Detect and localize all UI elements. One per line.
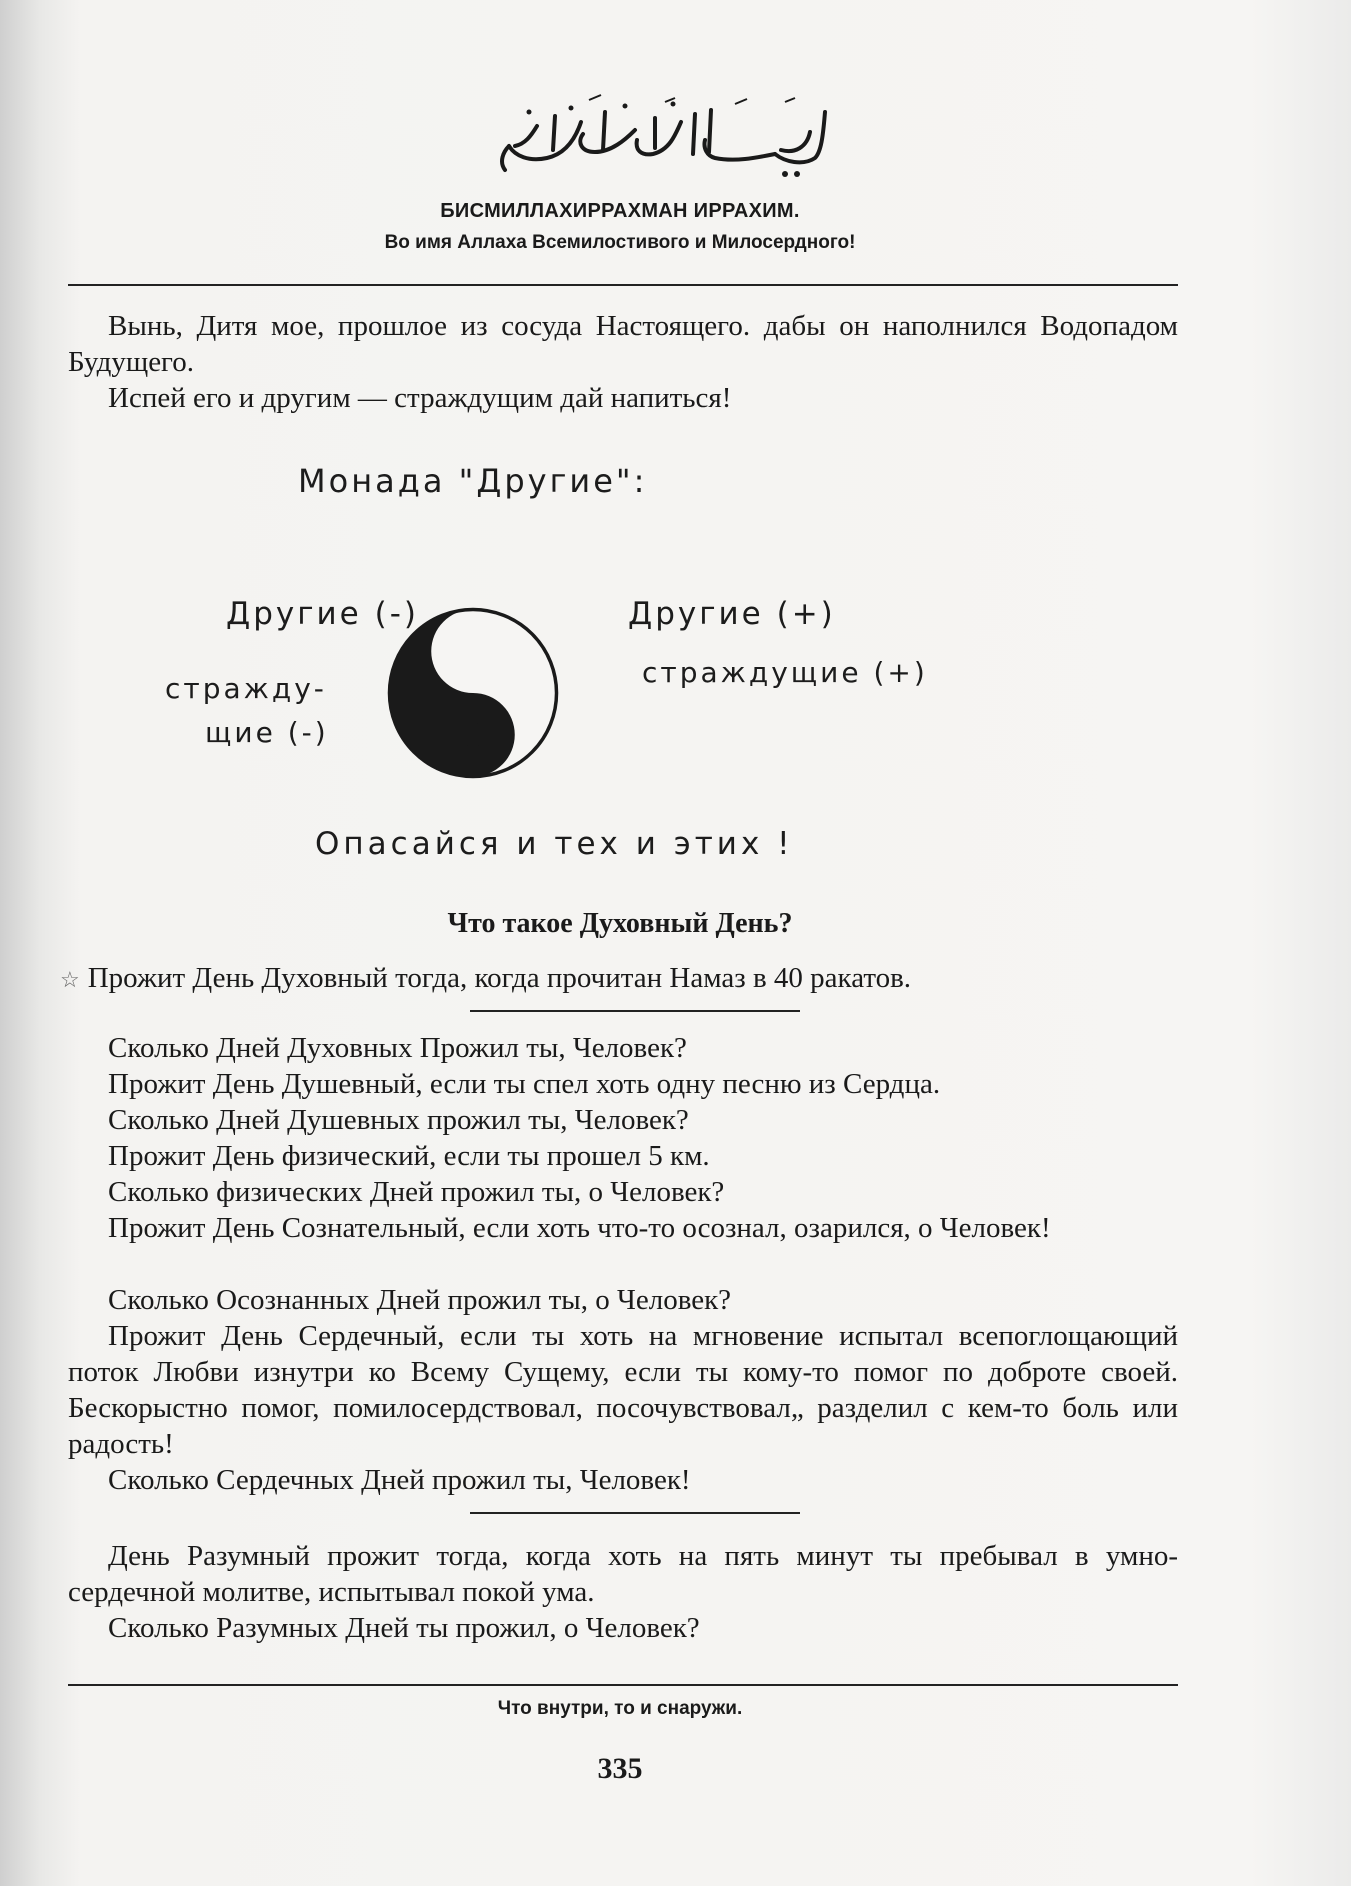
footer-motto: Что внутри, то и снаружи. [497, 1698, 743, 1719]
section-line: Прожит День физический, если ты прошел 5 км. [108, 1140, 710, 1172]
diagram-right-label: Другие (+) [628, 596, 836, 632]
section-line: Сколько физических Дней прожил ты, о Человек? [108, 1176, 725, 1208]
section-line: Сколько Дней Духовных Прожил ты, Человек? [108, 1032, 687, 1064]
diagram-title: Монада "Другие": [298, 462, 648, 500]
intro-paragraph-1: Вынь, Дитя мое, прошлое из сосуда Настоящего. дабы он наполнился Водопадом Будущего. [68, 310, 1178, 378]
star-icon: ☆ [60, 967, 80, 992]
page-number: 335 [597, 1752, 643, 1785]
diagram-left-label: Другие (-) [226, 596, 419, 632]
section-line: Прожит День Сердечный, если ты хоть на мгновение испытал всепоглощающий поток Любви изнутри ко Всему Сущему, если ты кому-то помог по доброте своей. Бескорыстно помог, помилосердствовал, посочувствовал„ разделил с кем-то боль или радость! [68, 1320, 1178, 1460]
diagram-caption: Опасайся и тех и этих ! [315, 826, 794, 862]
section-heading: Что такое Духовный День? [447, 908, 793, 939]
closing-paragraph-2: Сколько Разумных Дней ты прожил, о Человек? [108, 1612, 700, 1644]
header-title: БИСМИЛЛАХИРРАХМАН ИРРАХИМ. [440, 200, 800, 222]
section-line: Прожит День Душевный, если ты спел хоть одну песню из Сердца. [108, 1068, 941, 1100]
diagram-right-sub: страждущие (+) [642, 656, 928, 689]
section-line: Сколько Сердечных Дней прожил ты, Человек! [108, 1464, 691, 1496]
section-divider-2 [470, 1512, 800, 1514]
yin-yang-icon [386, 606, 560, 780]
header-divider [68, 284, 1178, 286]
section-line: Сколько Осознанных Дней прожил ты, о Человек? [108, 1284, 732, 1316]
footer-divider [68, 1684, 1178, 1686]
section-divider-1 [470, 1010, 800, 1012]
section-lead [60, 960, 1170, 998]
diagram-left-sub-2: щие (-) [205, 716, 329, 749]
header-subtitle: Во имя Аллаха Всемилостивого и Милосердного! [384, 232, 856, 253]
section-line: Сколько Дней Душевных прожил ты, Человек? [108, 1104, 689, 1136]
intro-paragraph-2: Испей его и другим — страждущим дай напиться! [108, 382, 732, 414]
diagram-left-sub-1: стражду- [165, 672, 327, 705]
closing-paragraph-1: День Разумный прожит тогда, когда хоть на пять минут ты пребывал в умно-сердечной молитве, испытывал покой ума. [68, 1540, 1178, 1608]
bismillah-calligraphy [485, 92, 845, 182]
section-lead-text: Прожит День Духовный тогда, когда прочитан Намаз в 40 ракатов. [87, 962, 912, 994]
section-line: Прожит День Сознательный, если хоть что-то осознал, озарился, о Человек! [108, 1212, 1051, 1244]
